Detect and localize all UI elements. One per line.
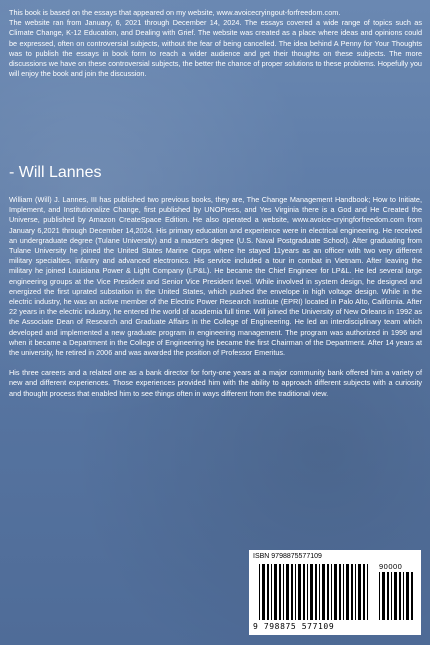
author-bio bbox=[9, 195, 422, 399]
price-barcode-bars bbox=[379, 572, 415, 620]
barcode-digits: 9 798875 577109 bbox=[253, 622, 335, 631]
author-signature: - Will Lannes bbox=[9, 164, 102, 181]
barcode-bars bbox=[259, 564, 371, 620]
blurb-paragraph-2: The website ran from January, 6, 2021 through December 14, 2024. The essays covered a wide range of topics such as Climate Change, K-12 Education, and Dealing with Grief. The website was created as a place where ideas and opinions could be expressed, often on controversial subjects, without the fear of being cancelled. The idea behind A Penny for Your Thoughts was to publish the essays in book form to reach a wider audience and get their thoughts on these subjects. The more discussions we have on these controversial subjects, the better the chance of proper solutions to these problems. Hopefully you will enjoy the book and join the discussion. bbox=[9, 18, 422, 79]
isbn-barcode bbox=[249, 550, 421, 635]
book-blurb bbox=[9, 8, 422, 79]
blurb-paragraph-1: This book is based on the essays that appeared on my website, www.avoicecryingout-forfreedom.com. bbox=[9, 8, 341, 17]
bio-paragraph-1: William (Will) J. Lannes, III has published two previous books, they are, The Change Management Handbook; How to Initiate, Implement, and Institutionalize Change, first published by UNOPress, and Yes Virginia there is a God and He Created the Universe, published by Amazon CreateSpace Edition. He also operated a website, www.avoice-cryingforfreedom.com from January 6,2021 through December 14,2024. His primary education and experience were in electrical engineering. He received an undergraduate degree (Tulane University) and a master's degree (U.S. Naval Postgraduate School). After graduating from Tulane University he joined the United States Marine Corps where he stayed 11years as an officer with two very different military specialties, infantry and advanced electronics. His service included a tour in combat in Vietnam. After leaving the military he joined Louisiana Power & Light Company (LP&L). He became the Chief Engineer for LP&L. He led several large engineering groups at the Vice President and Senior Vice President level. While involved in system design, he designed and energized the first uprated substation in the United States, which pushed the envelope in high voltage design. While in the electric industry, he was an active member of the Electric Power Research Institute (EPRI) located in Palo Alto, California. After 22 years in the electric industry, he entered the world of academia full time. Will joined the University of New Orleans in 1992 as the Associate Dean of Research and Graduate Affairs in the College of Engineering. He led an interdisciplinary team which developed and implemented a new graduate program in engineering management. The program was authorized in 1996 and when it became a Department in the College of Engineering he became the first Chairman of the Department. After 14 years at the university, he retired in 2006 and was awarded the position of Professor Emeritus. bbox=[9, 195, 422, 358]
isbn-label: ISBN 9798875577109 bbox=[253, 553, 322, 560]
bio-paragraph-2: His three careers and a related one as a bank director for forty-one years at a major community bank offered him a variety of new and different experiences. Those experiences provided him with the ability to approach different subjects with a curiosity and thought process that enabled him to see things often in ways different from the traditional view. bbox=[9, 368, 422, 398]
price-code: 90000 bbox=[379, 562, 403, 571]
